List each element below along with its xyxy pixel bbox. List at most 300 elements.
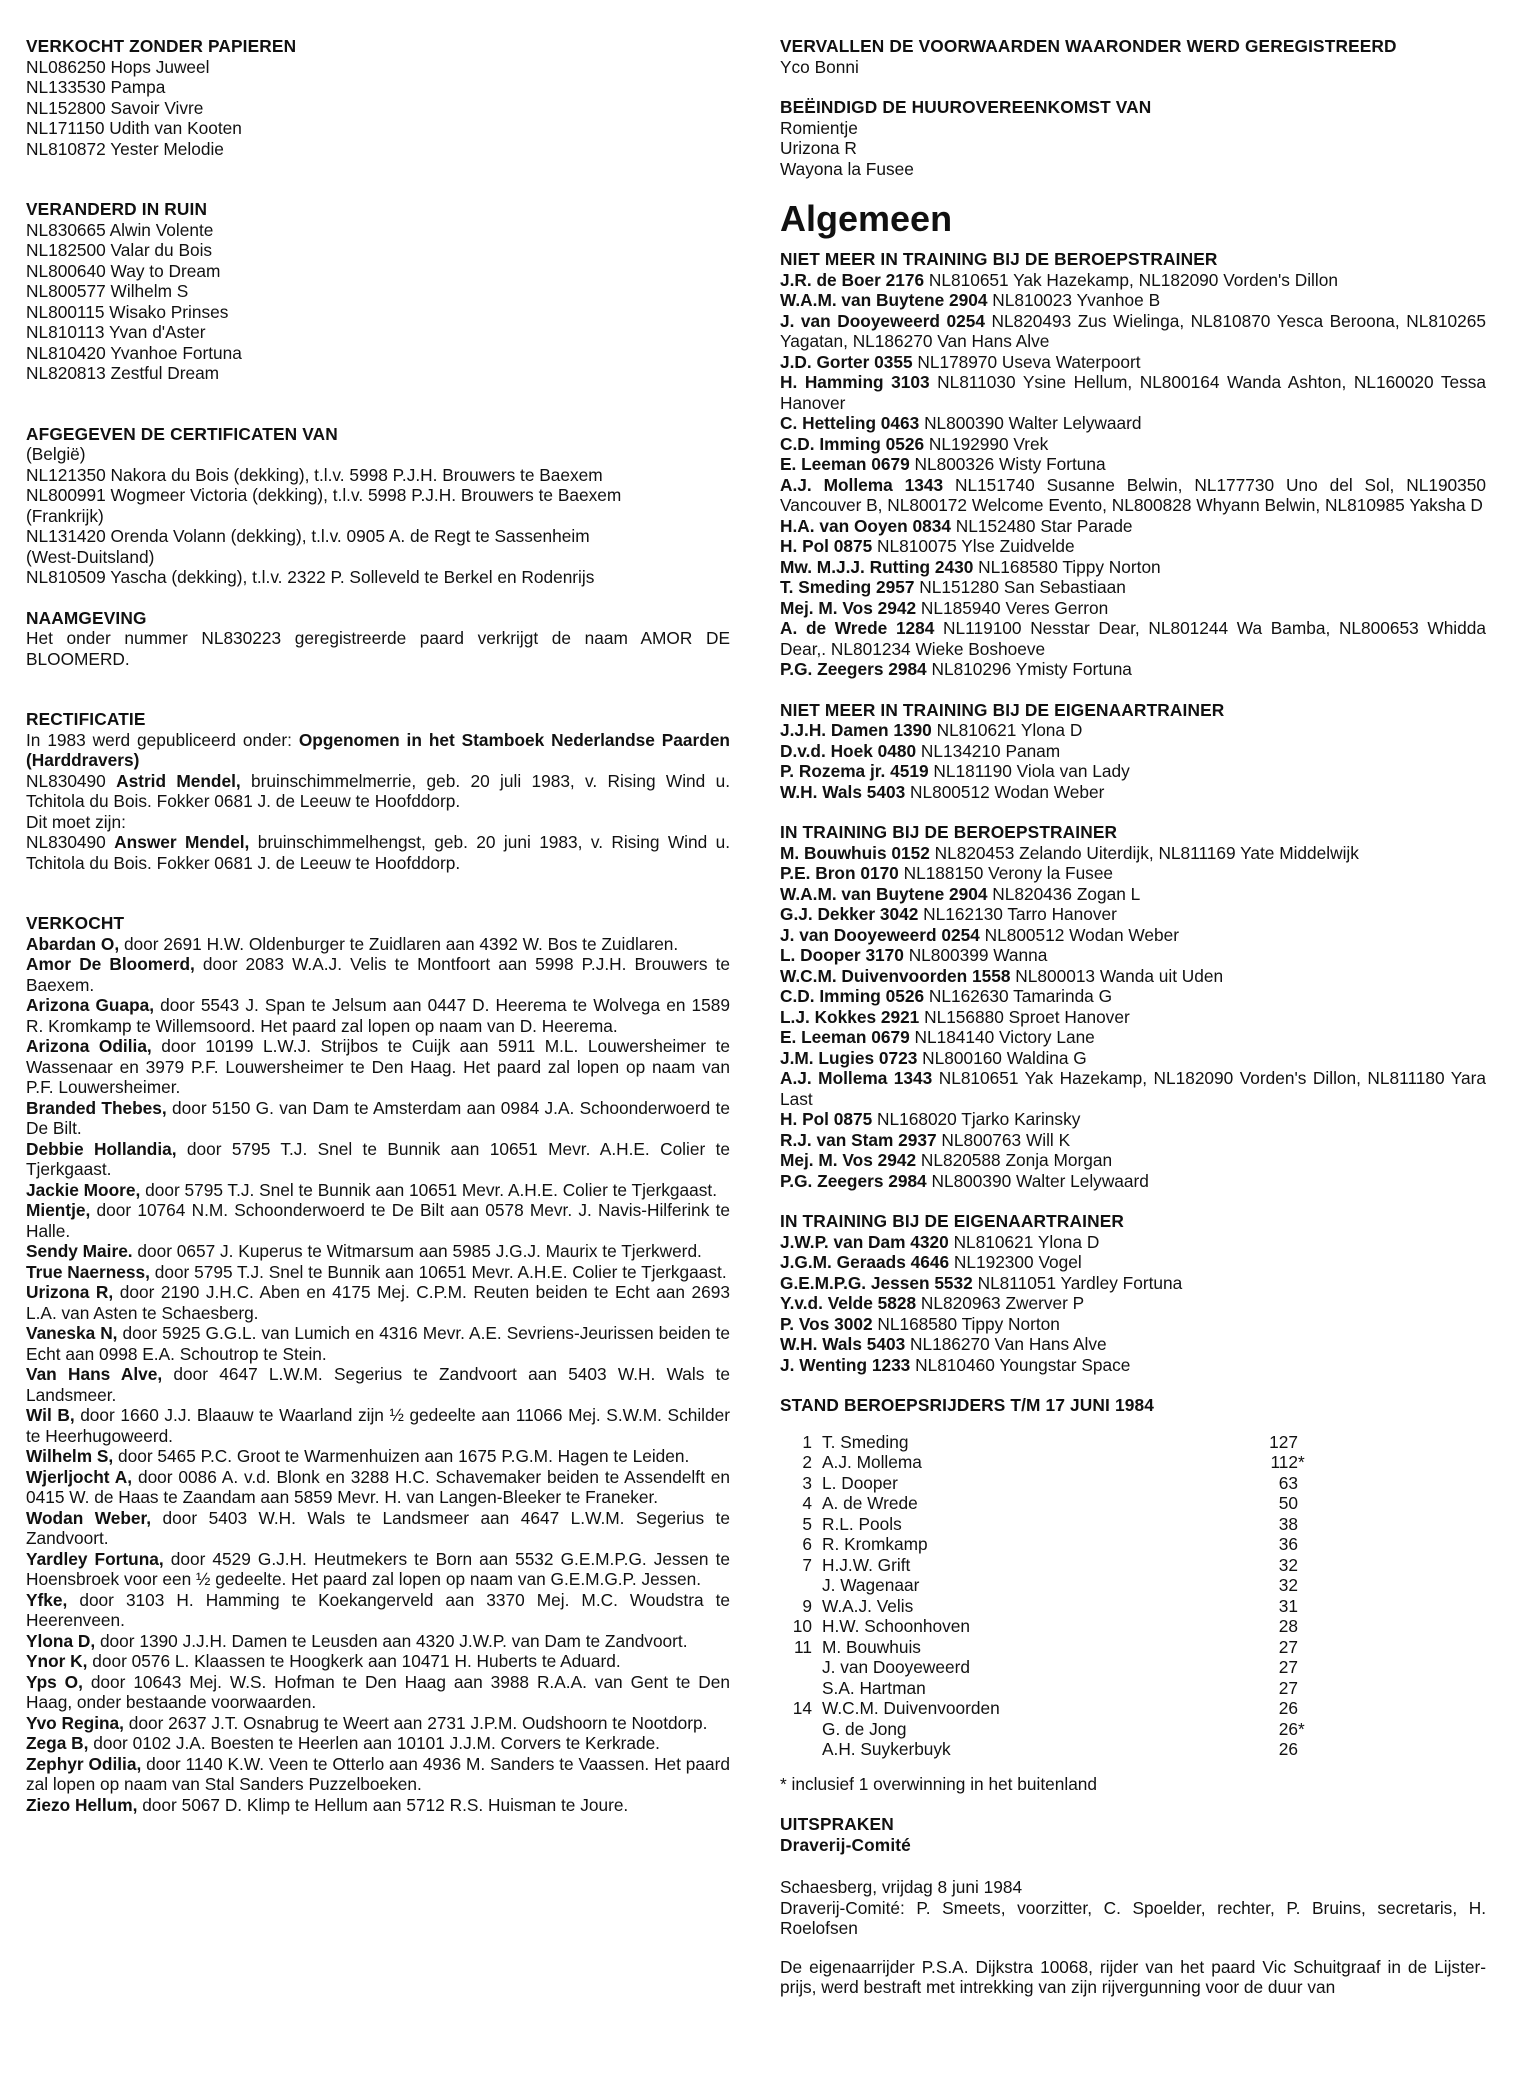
list-item — [26, 1549, 730, 1590]
note-mark-cell — [1298, 1473, 1312, 1494]
entry-text: NL152480 Star Parade — [950, 515, 1133, 536]
list-item — [780, 720, 1486, 741]
entry-text: NL800013 Wanda uit Uden — [1010, 965, 1224, 986]
table-row — [790, 1514, 1312, 1535]
list-item — [780, 1048, 1486, 1069]
list-item — [780, 1293, 1486, 1314]
points-cell: 27 — [1278, 1657, 1298, 1677]
note-mark-cell — [1298, 1575, 1312, 1596]
section-verkocht — [26, 913, 730, 1815]
list-item: NL800577 Wilhelm S — [26, 281, 189, 301]
rider-name-cell: A.H. Suykerbuyk — [822, 1739, 951, 1759]
entry-text: NL185940 Veres Gerron — [916, 597, 1109, 618]
entry-text: NL181190 Viola van Lady — [928, 761, 1130, 781]
points-cell: 127 — [1269, 1431, 1298, 1452]
section-heading: VERVALLEN DE VOORWAARDEN WAARONDER WERD GEREGISTREERD — [780, 36, 1397, 56]
entry-name: Ziezo Hellum, — [26, 1794, 138, 1815]
entry-name: G.E.M.P.G. Jessen 5532 — [780, 1272, 973, 1293]
list-item — [780, 1007, 1486, 1028]
entry-name: Y.v.d. Velde 5828 — [780, 1293, 917, 1313]
entry-name: P. Rozema jr. 4519 — [780, 761, 929, 781]
list-item — [780, 1027, 1486, 1048]
list-item: NL820813 Zestful Dream — [26, 363, 220, 383]
entry-name: L.J. Kokkes 2921 — [780, 1006, 920, 1027]
note-mark-cell — [1298, 1432, 1312, 1453]
list-item — [780, 1314, 1486, 1335]
registration-number: NL830490 — [26, 770, 117, 791]
entry-list — [26, 934, 730, 1816]
rank-cell: 6 — [802, 1534, 812, 1554]
list-item — [26, 1139, 730, 1180]
rank-cell: 5 — [802, 1513, 812, 1534]
rank-cell — [790, 1678, 822, 1699]
table-row — [790, 1555, 1312, 1576]
text: bruinschimmelmerrie, geb. 20 juli 1983, v. Rising Wind u. Tchitola du Bois. Fokker 0681 J. de Leeuw te Hoofddorp. — [26, 770, 731, 811]
points-cell: 38 — [1278, 1513, 1298, 1534]
list-item: NL131420 Orenda Volann (dekking), t.l.v. 0905 A. de Regt te Sassenheim — [26, 526, 590, 546]
bold-text: Opgenomen in het Stamboek Nederlandse Paarden (Harddravers) — [26, 729, 730, 770]
entry-name: Wodan Weber, — [26, 1507, 152, 1528]
entry-name: Wilhelm S, — [26, 1446, 114, 1466]
section-heading: BEËINDIGD DE HUUROVEREENKOMST VAN — [780, 97, 1152, 117]
entry-name: Amor De Bloomerd, — [26, 954, 195, 974]
entry-name: W.A.M. van Buytene 2904 — [780, 883, 988, 904]
list-item — [780, 741, 1486, 762]
list-item — [26, 1795, 730, 1816]
list-item — [780, 1130, 1486, 1151]
entry-text: NL800512 Wodan Weber — [979, 924, 1180, 945]
list-item — [26, 1241, 730, 1262]
list-item — [780, 1171, 1486, 1192]
rider-name-cell: W.A.J. Velis — [822, 1595, 914, 1616]
entry-name: A.J. Mollema 1343 — [780, 474, 944, 495]
points-cell: 112 — [1270, 1452, 1298, 1472]
entry-name: D.v.d. Hoek 0480 — [780, 740, 917, 761]
entry-name: T. Smeding 2957 — [780, 577, 915, 597]
entry-name: Sendy Maire. — [26, 1241, 133, 1261]
entry-text: door 5925 G.G.L. van Lumich en 4316 Mevr. A.E. Sevriens-Jeurissen beiden te Echt aan 0998 E.A. Schoutrop te Stein. — [26, 1323, 730, 1364]
entry-list — [780, 1232, 1486, 1376]
entry-text: door 0086 A. v.d. Blonk en 3288 H.C. Schavemaker beiden te Assendelft en 0415 W. de Haas te Zaandam aan 5859 Mevr. H. van Langen-Bleeker te Franeker. — [26, 1466, 730, 1507]
note-mark-cell — [1298, 1534, 1312, 1555]
entry-text: NL800326 Wisty Fortuna — [909, 454, 1106, 474]
section-heading: VERKOCHT — [26, 913, 125, 933]
entry-text: NL810460 Youngstar Space — [910, 1354, 1131, 1375]
section-heading: VERANDERD IN RUIN — [26, 199, 208, 219]
list-item — [780, 1232, 1486, 1253]
section-heading: IN TRAINING BIJ DE EIGENAARTRAINER — [780, 1211, 1125, 1231]
section-in-training-eigenaartrainer — [780, 1211, 1486, 1375]
note-mark-cell — [1298, 1555, 1312, 1576]
list-item — [780, 475, 1486, 516]
rider-name-cell: J. van Dooyeweerd — [822, 1657, 970, 1677]
list-item — [26, 1405, 730, 1446]
entry-text: NL184140 Victory Lane — [909, 1027, 1095, 1047]
entry-text: door 5465 P.C. Groot te Warmenhuizen aan 1675 P.G.M. Hagen te Leiden. — [113, 1446, 690, 1466]
entry-name: H.A. van Ooyen 0834 — [780, 515, 951, 536]
entry-text: NL800390 Walter Lelywaard — [919, 413, 1142, 433]
entry-text: NL810651 Yak Hazekamp, NL182090 Vorden's Dillon — [924, 269, 1338, 290]
points-cell: 28 — [1278, 1616, 1298, 1636]
list-item: NL182500 Valar du Bois — [26, 240, 213, 260]
entry-text: NL820963 Zwerver P — [916, 1293, 1085, 1313]
list-item — [780, 843, 1486, 864]
list-item: Urizona R — [780, 138, 857, 158]
list-item: NL830665 Alwin Volente — [26, 219, 214, 240]
table-row — [790, 1698, 1312, 1719]
entry-text: NL151280 San Sebastiaan — [914, 577, 1126, 597]
section-heading: NIET MEER IN TRAINING BIJ DE EIGENAARTRAINER — [780, 699, 1225, 720]
list-item — [780, 372, 1486, 413]
list-item — [780, 761, 1486, 782]
entry-name: Yfke, — [26, 1589, 68, 1610]
section-huurovereenkomst — [780, 97, 1486, 179]
rider-name-cell: A.J. Mollema — [822, 1452, 922, 1472]
entry-name: P.G. Zeegers 2984 — [780, 1170, 927, 1191]
rank-cell: 7 — [802, 1554, 812, 1575]
section-heading: VERKOCHT ZONDER PAPIEREN — [26, 36, 297, 56]
points-cell: 32 — [1278, 1575, 1298, 1595]
entry-list — [780, 843, 1486, 1192]
entry-text: NL810075 Ylse Zuidvelde — [872, 536, 1075, 556]
rider-name-cell: L. Dooper — [822, 1472, 898, 1493]
paragraph: Dit moet zijn: — [26, 811, 126, 832]
rider-name-cell: T. Smeding — [822, 1431, 909, 1452]
entry-text: NL162130 Tarro Hanover — [918, 904, 1117, 924]
list-item — [780, 1273, 1486, 1294]
list-item: Wayona la Fusee — [780, 158, 914, 179]
table-row — [790, 1596, 1312, 1617]
entry-text: NL800399 Wanna — [903, 945, 1048, 965]
entry-name: J.W.P. van Dam 4320 — [780, 1231, 949, 1252]
date-line: Schaesberg, vrijdag 8 juni 1984 — [780, 1877, 1023, 1897]
note-mark-cell — [1298, 1698, 1312, 1719]
entry-text: NL810023 Yvanhoe B — [987, 290, 1161, 310]
entry-name: H. Hamming 3103 — [780, 372, 930, 392]
entry-text: NL810621 Ylona D — [931, 720, 1083, 740]
entry-text: NL119100 Nesstar Dear, NL801244 Wa Bamba, NL800653 Whidda Dear,. NL801234 Wieke Boshoeve — [780, 618, 1486, 659]
list-item — [26, 1262, 730, 1283]
entry-text: NL168580 Tippy Norton — [973, 556, 1161, 577]
list-item — [26, 934, 730, 955]
list-item — [26, 1364, 730, 1405]
note-mark-cell: * — [1298, 1452, 1305, 1472]
section-heading: RECTIFICATIE — [26, 709, 146, 729]
entry-name: Abardan O, — [26, 933, 120, 954]
rank-cell: 4 — [802, 1493, 812, 1513]
section-niet-meer-beroepstrainer — [780, 249, 1486, 680]
entry-name: Zega B, — [26, 1733, 89, 1753]
table-row — [790, 1657, 1312, 1678]
entry-list — [780, 720, 1486, 802]
note-mark-cell — [1298, 1616, 1312, 1637]
table-row — [790, 1432, 1312, 1453]
entry-name: P. Vos 3002 — [780, 1313, 873, 1334]
list-item — [26, 1590, 730, 1631]
rider-name-cell: G. de Jong — [822, 1718, 907, 1739]
list-item: NL810420 Yvanhoe Fortuna — [26, 342, 242, 363]
entry-name: A. de Wrede 1284 — [780, 618, 935, 638]
list-item — [780, 311, 1486, 352]
list-item: Yco Bonni — [780, 56, 859, 77]
entry-name: Branded Thebes, — [26, 1097, 167, 1118]
section-heading: AFGEGEVEN DE CERTIFICATEN VAN — [26, 423, 338, 444]
rider-name-cell: R. Kromkamp — [822, 1534, 928, 1554]
list-item — [26, 1631, 730, 1652]
list-item — [26, 1651, 730, 1672]
rider-name-cell: S.A. Hartman — [822, 1677, 926, 1698]
rank-cell — [790, 1719, 822, 1740]
section-uitspraken — [780, 1814, 1486, 1998]
list-item — [26, 1672, 730, 1713]
list-item — [780, 659, 1486, 680]
entry-name: M. Bouwhuis 0152 — [780, 842, 930, 863]
table-row — [790, 1452, 1312, 1473]
entry-text: door 5067 D. Klimp te Hellum aan 5712 R.S. Huisman te Joure. — [137, 1794, 629, 1815]
list-item — [780, 782, 1486, 803]
rank-cell: 2 — [802, 1452, 812, 1472]
entry-text: door 5150 G. van Dam te Amsterdam aan 0984 J.A. Schoonderwoerd te De Bilt. — [26, 1097, 730, 1138]
entry-name: Wil B, — [26, 1405, 75, 1425]
rank-cell — [790, 1739, 822, 1760]
section-subheading: Draverij-Comité — [780, 1834, 911, 1855]
entry-text: NL820493 Zus Wielinga, NL810870 Yesca Beroona, NL810265 Yagatan, NL186270 Van Hans Alve — [780, 310, 1486, 351]
list-item — [780, 1355, 1486, 1376]
list-item: (Frankrijk) — [26, 505, 104, 526]
points-cell: 27 — [1278, 1677, 1298, 1698]
points-cell: 63 — [1278, 1472, 1298, 1493]
note-mark-cell: * — [1298, 1718, 1305, 1739]
section-niet-meer-eigenaartrainer — [780, 700, 1486, 803]
entry-name: Ylona D, — [26, 1630, 96, 1651]
entry-name: W.C.M. Duivenvoorden 1558 — [780, 965, 1011, 986]
list-item — [26, 1446, 730, 1467]
entry-text: NL168580 Tippy Norton — [872, 1313, 1060, 1334]
entry-text: door 5795 T.J. Snel te Bunnik aan 10651 Mevr. A.H.E. Colier te Tjerkgaast. — [26, 1138, 730, 1179]
rider-name-cell: H.J.W. Grift — [822, 1554, 911, 1575]
list-item — [780, 270, 1486, 291]
entry-text: NL811030 Ysine Hellum, NL800164 Wanda Ashton, NL160020 Tessa Hanover — [780, 372, 1486, 413]
entry-text: door 0657 J. Kuperus te Witmarsum aan 5985 J.G.J. Maurix te Tjerkwerd. — [132, 1241, 702, 1261]
entry-text: door 1140 K.W. Veen te Otterlo aan 4936 M. Sanders te Vaassen. Het paard zal lopen op naam van Stal Sanders Puzzelboeken. — [26, 1753, 730, 1794]
entry-text: NL800390 Walter Lelywaard — [926, 1170, 1149, 1191]
points-cell: 27 — [1278, 1636, 1298, 1657]
list-item: NL800640 Way to Dream — [26, 260, 221, 281]
entry-name: Jackie Moore, — [26, 1179, 141, 1200]
entry-text: door 5403 W.H. Wals te Landsmeer aan 4647 L.W.M. Segerius te Zandvoort. — [26, 1507, 730, 1548]
points-cell: 36 — [1278, 1534, 1298, 1554]
entry-name: H. Pol 0875 — [780, 536, 873, 556]
list-item — [780, 577, 1486, 598]
section-in-training-beroepstrainer — [780, 822, 1486, 1191]
list-item: NL810113 Yvan d'Aster — [26, 322, 206, 342]
entry-text: NL800512 Wodan Weber — [905, 781, 1105, 802]
entry-text: door 1390 J.J.H. Damen te Leusden aan 4320 J.W.P. van Dam te Zandvoort. — [95, 1630, 688, 1651]
list-item — [780, 1252, 1486, 1273]
entry-text: door 10764 N.M. Schoonderwoerd te De Bilt aan 0578 Mevr. J. Navis-Hilferink te Halle. — [26, 1200, 730, 1241]
entry-name: Mej. M. Vos 2942 — [780, 597, 917, 618]
note-mark-cell — [1298, 1739, 1312, 1760]
table-row — [790, 1534, 1312, 1555]
horse-name: Astrid Mendel, — [116, 770, 241, 791]
list-item — [780, 352, 1486, 373]
entry-text: door 5543 J. Span te Jelsum aan 0447 D. Heerema te Wolvega en 1589 R. Kromkamp te Willemsoord. Het paard zal lopen op naam van D. Heerema. — [26, 995, 730, 1036]
paragraph — [26, 832, 730, 873]
list-item — [780, 1150, 1486, 1171]
paragraph: Draverij-Comité: P. Smeets, voorzitter, C. Spoelder, rechter, P. Bruins, secretaris, H. Roelofsen — [780, 1897, 1486, 1938]
list-item: (West-Duitsland) — [26, 546, 155, 567]
list-item — [26, 1098, 730, 1139]
entry-name: Mw. M.J.J. Rutting 2430 — [780, 556, 974, 577]
entry-name: Ynor K, — [26, 1651, 88, 1671]
entry-name: R.J. van Stam 2937 — [780, 1129, 937, 1150]
paragraph: Het onder nummer NL830223 geregistreerde paard verkrijgt de naam AMOR DE BLOOMERD. — [26, 628, 730, 669]
entry-name: C.D. Imming 0526 — [780, 986, 925, 1006]
entry-name: Vaneska N, — [26, 1323, 118, 1343]
entry-text: NL810621 Ylona D — [948, 1231, 1100, 1252]
entry-text: NL178970 Useva Waterpoort — [912, 351, 1141, 372]
entry-name: L. Dooper 3170 — [780, 945, 904, 965]
list-item — [26, 1508, 730, 1549]
note-mark-cell — [1298, 1493, 1312, 1514]
entry-text: NL192990 Vrek — [924, 433, 1049, 454]
entry-name: Yardley Fortuna, — [26, 1548, 164, 1569]
list-item — [780, 884, 1486, 905]
entry-name: J. Wenting 1233 — [780, 1354, 911, 1375]
rank-cell: 1 — [802, 1431, 812, 1452]
list-item — [26, 995, 730, 1036]
left-column — [26, 36, 730, 1835]
entry-text: door 1660 J.J. Blaauw te Waarland zijn ½ gedeelte aan 11066 Mej. S.W.M. Schilder te Heerhugoweerd. — [26, 1405, 730, 1446]
list-item — [26, 1754, 730, 1795]
entry-name: J.D. Gorter 0355 — [780, 351, 913, 372]
section-heading: IN TRAINING BIJ DE BEROEPSTRAINER — [780, 822, 1118, 842]
entry-text: NL186270 Van Hans Alve — [905, 1334, 1107, 1354]
section-stand-beroepsrijders — [780, 1395, 1486, 1794]
list-item — [780, 557, 1486, 578]
table-row — [790, 1678, 1312, 1699]
list-item — [26, 1467, 730, 1508]
entry-text: door 2190 J.H.C. Aben en 4175 Mej. C.P.M. Reuten beiden te Echt aan 2693 L.A. van Asten te Schaesberg. — [26, 1282, 730, 1323]
list-item: NL171150 Udith van Kooten — [26, 118, 242, 138]
list-item — [780, 1109, 1486, 1130]
list-item — [780, 925, 1486, 946]
rank-cell: 10 — [792, 1616, 812, 1636]
list-item — [780, 536, 1486, 557]
list-item: NL800115 Wisako Prinses — [26, 301, 229, 322]
entry-name: C.D. Imming 0526 — [780, 433, 925, 454]
section-heading: STAND BEROEPSRIJDERS T/M 17 JUNI 1984 — [780, 1395, 1154, 1415]
list-item — [780, 1068, 1486, 1109]
entry-name: H. Pol 0875 — [780, 1109, 873, 1129]
rank-cell: 9 — [802, 1595, 812, 1616]
text: bruinschimmelhengst, geb. 20 juni 1983, v. Rising Wind u. Tchitola du Bois. Fokker 0681 J. de Leeuw te Hoofddorp. — [26, 832, 731, 873]
entry-name: J.J.H. Damen 1390 — [780, 720, 932, 740]
points-cell: 26 — [1278, 1698, 1298, 1718]
list-item — [780, 598, 1486, 619]
table-row — [790, 1637, 1312, 1658]
entry-text: door 10199 L.W.J. Strijbos te Cuijk aan 5911 M.L. Louwersheimer te Wassenaar en 3979 P.F. Louwersheimer te Den Haag. Het paard zal lopen op naam van P.F. Louwersheimer. — [26, 1036, 730, 1097]
entry-name: True Naerness, — [26, 1261, 150, 1282]
list-item — [780, 945, 1486, 966]
table-row — [790, 1575, 1312, 1596]
registration-number: NL830490 — [26, 832, 115, 852]
list-item — [780, 618, 1486, 659]
entry-name: Wjerljocht A, — [26, 1466, 133, 1487]
rider-name-cell: J. Wagenaar — [822, 1575, 920, 1595]
entry-name: Zephyr Odilia, — [26, 1753, 142, 1774]
list-item: NL133530 Pampa — [26, 77, 166, 97]
points-cell: 26 — [1278, 1718, 1298, 1739]
entry-text: NL151740 Susanne Belwin, NL177730 Uno del Sol, NL190350 Vancouver B, NL800172 Welcome Evento, NL800828 Whyann Belwin, NL810985 Yaksha D — [780, 474, 1486, 515]
list-item: (België) — [26, 444, 86, 464]
list-item: NL121350 Nakora du Bois (dekking), t.l.v. 5998 P.J.H. Brouwers te Baexem — [26, 464, 603, 485]
table-row — [790, 1739, 1312, 1760]
entry-text: NL134210 Panam — [916, 740, 1061, 761]
rider-name-cell: W.C.M. Duivenvoorden — [822, 1698, 1000, 1718]
entry-text: NL820436 Zogan L — [987, 883, 1141, 904]
entry-name: P.E. Bron 0170 — [780, 863, 899, 883]
entry-list — [780, 270, 1486, 680]
paragraph — [26, 730, 730, 771]
rider-name-cell: A. de Wrede — [822, 1493, 918, 1513]
entry-text: door 10643 Mej. W.S. Hofman te Den Haag aan 3988 R.A.A. van Gent te Den Haag, onder bestaande voorwaarden. — [26, 1671, 730, 1712]
entry-name: W.H. Wals 5403 — [780, 1334, 906, 1354]
list-item — [780, 1334, 1486, 1355]
entry-text: NL188150 Verony la Fusee — [898, 863, 1114, 883]
note-mark-cell — [1298, 1596, 1312, 1617]
paragraph: De eigenaarrijder P.S.A. Dijkstra 10068, rijder van het paard Vic Schuitgraaf in de Lijster-prijs, werd bestraft met intrekking van zijn rijvergunning voor de duur van — [780, 1956, 1486, 1997]
note-mark-cell — [1298, 1514, 1312, 1535]
section-heading: NIET MEER IN TRAINING BIJ DE BEROEPSTRAINER — [780, 249, 1218, 269]
table-row — [790, 1719, 1312, 1740]
entry-text: door 2691 H.W. Oldenburger te Zuidlaren aan 4392 W. Bos te Zuidlaren. — [119, 933, 679, 954]
list-item — [26, 1713, 730, 1734]
entry-text: NL162630 Tamarinda G — [924, 986, 1113, 1006]
list-item: NL800991 Wogmeer Victoria (dekking), t.l.v. 5998 P.J.H. Brouwers te Baexem — [26, 485, 622, 505]
entry-text: NL810296 Ymisty Fortuna — [926, 659, 1132, 679]
list-item — [26, 1180, 730, 1201]
entry-text: NL192300 Vogel — [949, 1252, 1082, 1272]
horse-name: Answer Mendel, — [114, 832, 250, 852]
section-rectificatie — [26, 709, 730, 873]
rank-cell: 11 — [794, 1636, 812, 1657]
entry-text: door 5795 T.J. Snel te Bunnik aan 10651 Mevr. A.H.E. Colier te Tjerkgaast. — [149, 1261, 727, 1282]
list-item: NL810872 Yester Melodie — [26, 138, 224, 159]
list-item — [26, 1036, 730, 1098]
entry-name: Debbie Hollandia, — [26, 1138, 177, 1159]
standings-table — [790, 1432, 1312, 1760]
entry-text: door 5795 T.J. Snel te Bunnik aan 10651 Mevr. A.H.E. Colier te Tjerkgaast. — [140, 1179, 718, 1200]
list-item — [780, 863, 1486, 884]
rank-cell: 14 — [792, 1698, 812, 1718]
text: In 1983 werd gepubliceerd onder: — [26, 729, 299, 750]
list-item — [26, 1200, 730, 1241]
entry-name: Mej. M. Vos 2942 — [780, 1150, 917, 1170]
entry-name: J.G.M. Geraads 4646 — [780, 1252, 950, 1272]
right-column — [780, 36, 1486, 2018]
entry-name: W.H. Wals 5403 — [780, 781, 906, 802]
list-item: NL810509 Yascha (dekking), t.l.v. 2322 P. Solleveld te Berkel en Rodenrijs — [26, 567, 595, 587]
entry-text: NL800160 Waldina G — [917, 1047, 1087, 1068]
points-cell: 26 — [1278, 1739, 1298, 1759]
list-item — [26, 1733, 730, 1754]
list-item — [780, 413, 1486, 434]
list-item — [26, 1323, 730, 1364]
entry-name: J.R. de Boer 2176 — [780, 269, 925, 290]
entry-text: NL168020 Tjarko Karinsky — [872, 1109, 1081, 1129]
section-heading: UITSPRAKEN — [780, 1814, 894, 1834]
